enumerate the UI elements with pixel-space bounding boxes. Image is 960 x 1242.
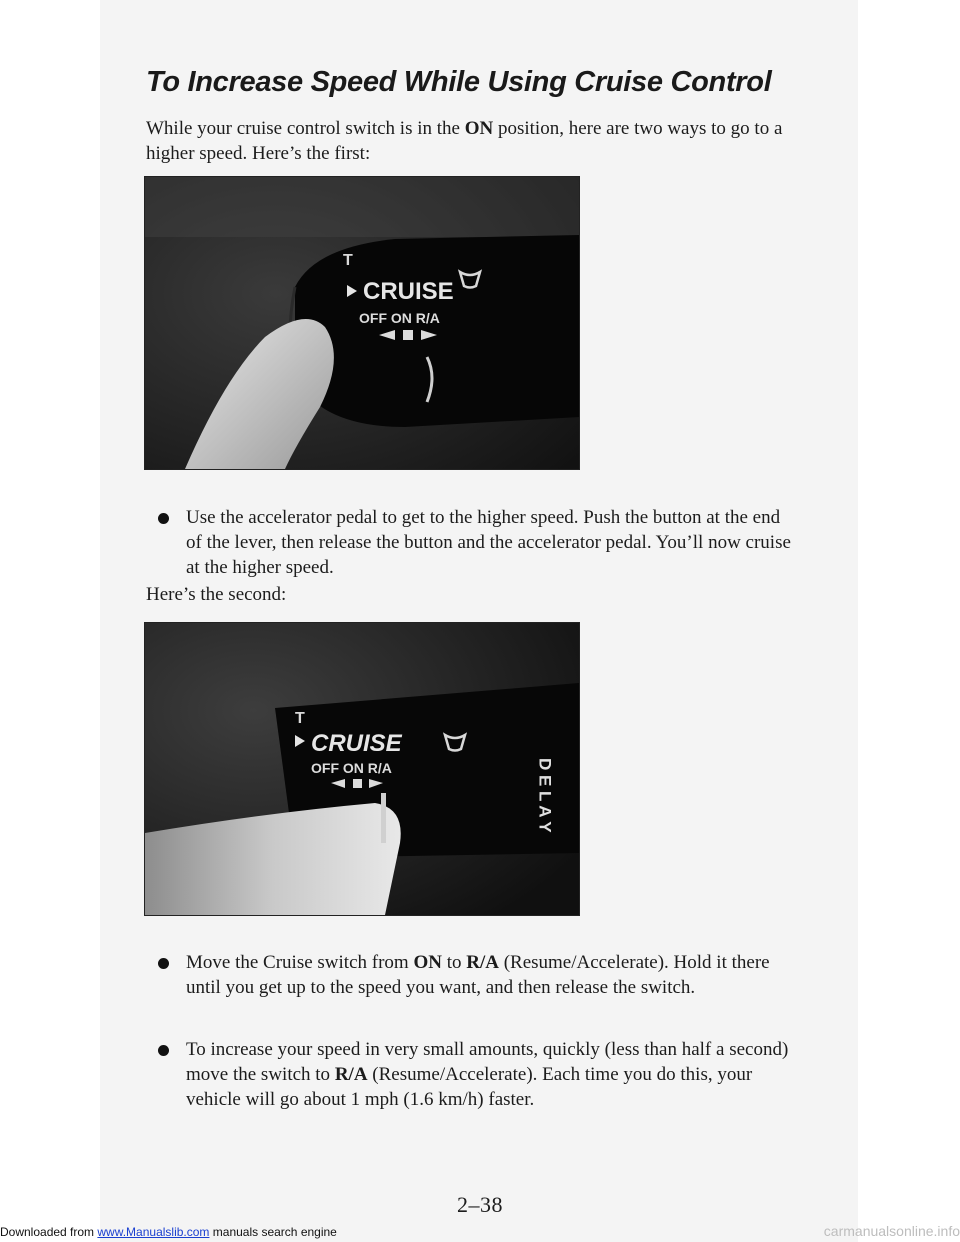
page-number: 2–38: [457, 1192, 503, 1217]
list-item: Move the Cruise switch from ON to R/A (Resume/Accelerate). Hold it there until you get up to the speed you want, and then release the switch.: [158, 950, 798, 1000]
delay-marking: D E L A Y: [535, 758, 555, 833]
cruise-lever-photo-1: [144, 176, 580, 470]
bullet-icon: [158, 958, 169, 969]
cruise-marking: CRUISE: [311, 730, 402, 757]
positions-marking: OFF ON R/A: [311, 760, 392, 776]
page-title: To Increase Speed While Using Cruise Control: [146, 66, 772, 98]
cruise-lever-photo-2: [144, 622, 580, 916]
bullet-icon: [158, 1045, 169, 1056]
intro-paragraph: While your cruise control switch is in the ON position, here are two ways to go to a higher speed. Here’s the first:: [146, 118, 783, 164]
manualslib-link[interactable]: www.Manualslib.com: [97, 1225, 210, 1239]
list-item: Use the accelerator pedal to get to the higher speed. Push the button at the end of the lever, then release the button and the accelerator pedal. You’ll now cruise at the higher speed.: [158, 505, 798, 580]
second-intro: Here’s the second:: [146, 584, 287, 605]
watermark: carmanualsonline.info: [823, 1223, 960, 1239]
bullet-icon: [158, 513, 169, 524]
cruise-marking: CRUISE: [363, 278, 454, 305]
set-marking: T: [295, 710, 305, 727]
positions-marking: OFF ON R/A: [359, 310, 440, 326]
list-item: To increase your speed in very small amounts, quickly (less than half a second) move the switch to R/A (Resume/Accelerate). Each time you do this, your vehicle will go about 1 mph (1.6 km/h) faster.: [158, 1037, 798, 1112]
set-marking: T: [343, 252, 353, 269]
download-footer: Downloaded from www.Manualslib.com manuals search engine: [0, 1225, 337, 1239]
